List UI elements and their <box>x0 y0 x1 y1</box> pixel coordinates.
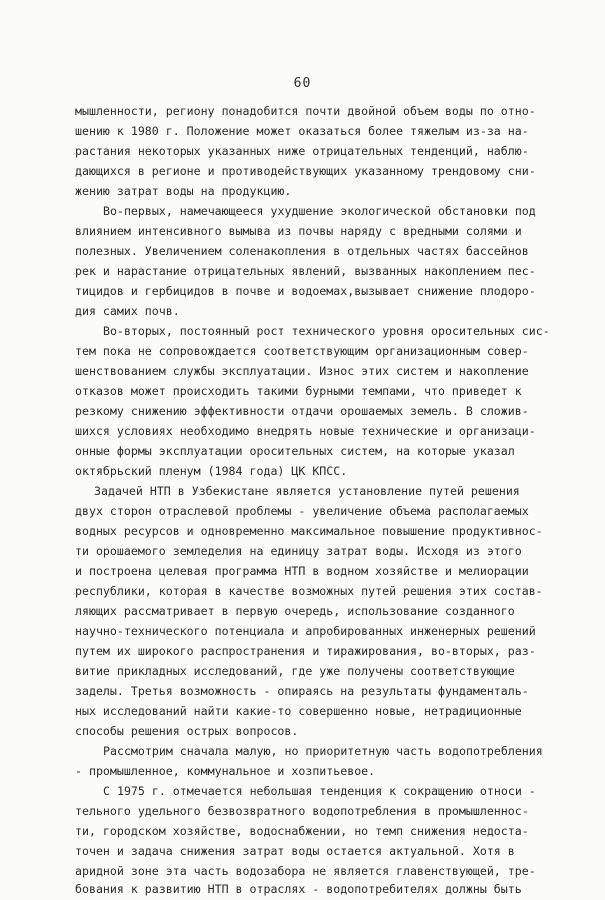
text-line: - промышленное, коммунальное и хозпитьевое. <box>75 764 376 778</box>
text-line: тем пока не сопровождается соответствующим организационным совер- <box>75 344 529 358</box>
text-line: ти орошаемого земледелия на единицу затрат воды. Исходя из этого <box>75 544 522 558</box>
text-line: способы решения острых вопросов. <box>75 724 299 738</box>
text-line: тельного удельного безвозвратного водопотребления в промышленнос- <box>75 804 529 818</box>
text-line: научно-технического потенциала и апробированных инженерных решений <box>75 624 536 638</box>
text-line: аридной зоне эта часть водозабора не является главенствующей, тре- <box>75 864 536 878</box>
text-line: шению к 1980 г. Положение может оказаться более тяжелым из-за на- <box>75 124 529 138</box>
text-line: влиянием интенсивного вымыва из почвы наряду с вредными солями и <box>75 224 522 238</box>
text-line: жению затрат воды на продукцию. <box>75 184 292 198</box>
text-line: ти, городском хозяйстве, водоснабжении, но темп снижения недоста- <box>75 824 529 838</box>
text-line: республики, которая в качестве возможных путей решения этих состав- <box>75 584 543 598</box>
text-line: Во-первых, намечающееся ухудшение экологической обстановки под <box>103 204 536 218</box>
text-line: дия самих почв. <box>75 304 180 318</box>
text-line: путем их широкого распространения и тиражирования, во-вторых, раз- <box>75 644 536 658</box>
text-line: отказов может происходить такими бурными темпами, что приведет к <box>75 384 522 398</box>
text-line: двух сторон отраслевой проблемы - увеличение объема располагаемых <box>75 504 529 518</box>
text-line: онные формы эксплуатации оросительных систем, на которые указал <box>75 444 515 458</box>
text-line: витие прикладных исследований, где уже получены соответствующие <box>75 664 515 678</box>
text-line: шенствованием службы эксплуатации. Износ этих систем и накопление <box>75 364 529 378</box>
text-line: точен и задача снижения затрат воды остается актуальной. Хотя в <box>75 844 515 858</box>
page-number: 60 <box>293 76 312 91</box>
text-line: мышленности, региону понадобится почти двойной объем воды по отно- <box>75 104 536 118</box>
text-line: бования к развитию НТП в отраслях - водопотребителях должны быть <box>75 882 522 896</box>
text-line: резкому снижению эффективности отдачи орошаемых земель. В сложив- <box>75 404 529 418</box>
text-line: Во-вторых, постоянный рост технического уровня оросительных сис- <box>103 324 550 338</box>
text-line: Задачей НТП в Узбекистане является установление путей решения <box>94 484 520 498</box>
text-line: тицидов и гербицидов в почве и водоемах,вызывает снижение плодоро- <box>75 284 536 298</box>
text-line: полезных. Увеличением соленакопления в отдельных частях бассейнов <box>75 244 529 258</box>
text-line: шихся условиях необходимо внедрять новые технические и организаци- <box>75 424 536 438</box>
text-line: ных исследований найти какие-то совершенно новые, нетрадиционные <box>75 704 522 718</box>
text-line: С 1975 г. отмечается небольшая тенденция к сокращению относи - <box>103 784 536 798</box>
text-line: Рассмотрим сначала малую, но приоритетную часть водопотребления <box>103 744 543 758</box>
text-line: растания некоторых указанных ниже отрицательных тенденций, наблю- <box>75 144 529 158</box>
text-line: и построена целевая программа НТП в водном хозяйстве и мелиорации <box>75 564 529 578</box>
text-line: октябрьский пленум (1984 года) ЦК КПСС. <box>75 464 348 478</box>
text-line: дающихся в регионе и противодействующих указанному трендовому сни- <box>75 164 536 178</box>
text-line: заделы. Третья возможность - опираясь на результаты фундаменталь- <box>75 684 529 698</box>
text-line: водных ресурсов и одновременно максимальное повышение продуктивнос- <box>75 524 543 538</box>
text-line: рек и нарастание отрицательных явлений, вызванных накоплением пес- <box>75 264 536 278</box>
text-line: ляющих рассматривает в первую очередь, использование созданного <box>75 604 515 618</box>
